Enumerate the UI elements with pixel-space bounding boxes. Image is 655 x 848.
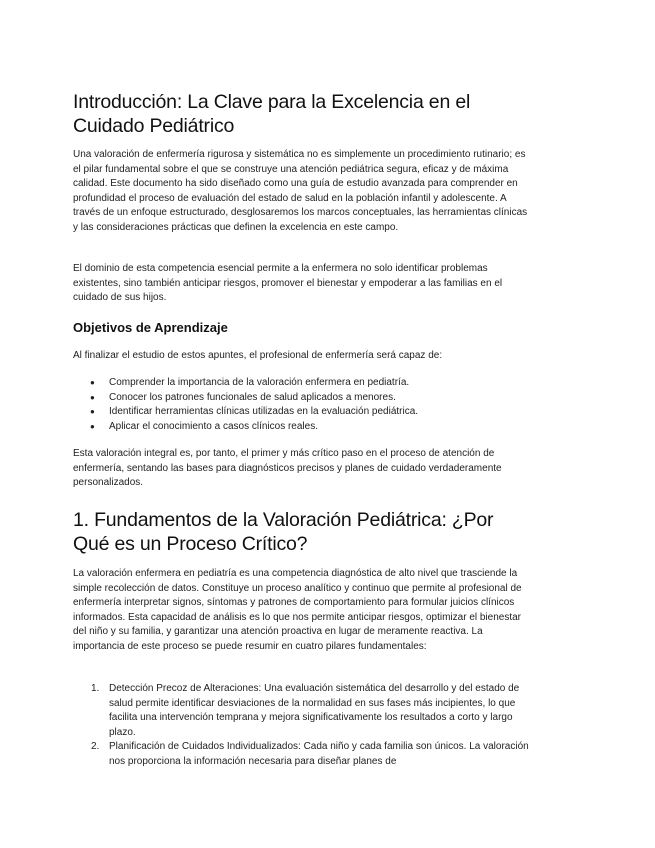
list-text: Planificación de Cuidados Individualizados: Cada niño y cada familia son únicos. La valoración nos proporciona la información necesaria para diseñar planes de [109,741,529,767]
list-item [73,740,529,769]
objectives-heading: Objetivos de Aprendizaje [73,320,228,335]
intro-paragraph-2: El dominio de esta competencia esencial permite a la enfermera no solo identificar problemas existentes, sino también anticipar riesgos, promover el bienestar y empoderar a las familias en el cuidado de sus hijos. [73,263,503,304]
list-item: ● Conocer los patrones funcionales de salud aplicados a menores. [73,391,529,406]
intro-paragraph-1: Una valoración de enfermería rigurosa y sistemática no es simplemente un procedimiento rutinario; es el pilar fundamental sobre el que se construye una atención pediátrica segura, eficaz y de máxima calidad. Este documento ha sido diseñado como una guía de estudio avanzada para comprender en profundidad el proceso de evaluación del estado de salud en la población infantil y adolescente. A través de un enfoque estructurado, desglosaremos los marcos conceptuales, las herramientas clínicas y las consideraciones prácticas que definen la excelencia en este campo. [73,149,528,233]
section1-paragraph: La valoración enfermera en pediatría es una competencia diagnóstica de alto nivel que trasciende la simple recolección de datos. Constituye un proceso analítico y continuo que permite al profesional de enfermería interpretar signos, síntomas y patrones de comportamiento para formular juicios clínicos informados. Esta capacidad de análisis es lo que nos permite anticipar riesgos, optimizar el bienestar del niño y su familia, y garantizar una atención proactiva en lugar de meramente reactiva. La importancia de este proceso se puede resumir en cuatro pilares fundamentales: [73,568,522,652]
section1-heading: 1. Fundamentos de la Valoración Pediátrica: ¿Por Qué es un Proceso Crítico? [73,509,494,555]
list-item: ● Identificar herramientas clínicas utilizadas en la evaluación pediátrica. [73,405,529,420]
objectives-list [73,376,529,434]
pillars-list [73,682,529,770]
list-item [73,682,529,740]
list-text: Detección Precoz de Alteraciones: Una evaluación sistemática del desarrollo y del estado de salud permite identificar desviaciones de la normalidad en sus fases más incipientes, lo que facilita una intervención temprana y mejora significativamente los resultados a corto y largo plazo. [109,683,520,738]
list-number: 1. [91,683,100,694]
objectives-lead: Al finalizar el estudio de estos apuntes, el profesional de enfermería será capaz de: [73,350,443,361]
list-item: ● Aplicar el conocimiento a casos clínicos reales. [73,420,529,435]
list-number: 2. [91,741,100,753]
objectives-closing: Esta valoración integral es, por tanto, el primer y más crítico paso en el proceso de atención de enfermería, sentando las bases para diagnósticos precisos y planes de cuidado verdaderamente personalizados. [73,448,502,489]
intro-heading: Introducción: La Clave para la Excelencia en el Cuidado Pediátrico [73,91,471,137]
list-item: ● Comprender la importancia de la valoración enfermera en pediatría. [73,376,529,391]
